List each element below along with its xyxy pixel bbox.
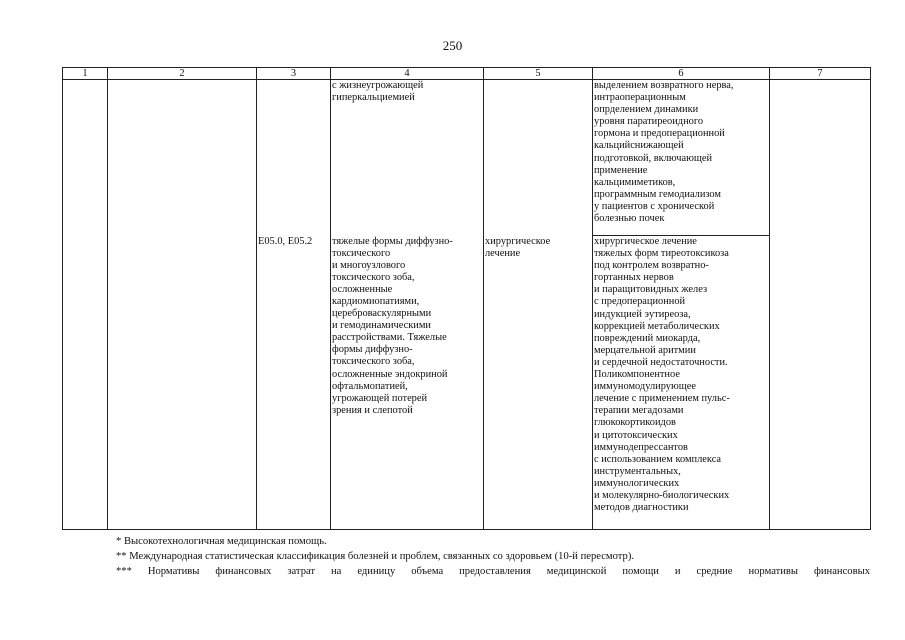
footnote-3: *** Нормативы финансовых затрат на единицу объема предоставления медицинской помощи и средние нормативы финансовых [116, 566, 870, 577]
cell-col4: тяжелые формы диффузно- токсического и многоузлового токсического зоба, осложненные кардиомиопатиями, цереброваскулярными и гемодинамическими расстройствами. Тяжелые формы диффузно- токсического зоба, осложненные эндокриной офтальмопатией, угрожающей потерей зрения и слепотой [331, 236, 484, 530]
footnote-1: * Высокотехнологичная медицинская помощь. [116, 536, 327, 547]
table-header-row [63, 68, 871, 80]
cell-col7 [770, 80, 871, 530]
cell-col1 [63, 80, 108, 530]
column-header-5: 5 [484, 68, 593, 80]
cell-col5 [484, 80, 593, 236]
column-header-2: 2 [108, 68, 257, 80]
cell-col3 [257, 80, 331, 236]
column-header-3: 3 [257, 68, 331, 80]
page-number: 250 [442, 38, 463, 53]
table-row [63, 80, 871, 236]
cell-col6: выделением возвратного нерва, интраоперационным опрделением динамики уровня паратиреоидного гормона и предоперационной кальцийснижающей подготовкой, включающей применение кальцимиметиков, программным гемодиализом у пациентов с хронической болезнью почек [593, 80, 770, 236]
footnotes [62, 534, 870, 579]
cell-col4: с жизнеугрожающей гиперкальциемией [331, 80, 484, 236]
column-header-6: 6 [593, 68, 770, 80]
medical-care-table [62, 67, 871, 530]
cell-col3: E05.0, E05.2 [257, 236, 331, 530]
cell-col5: хирургическое лечение [484, 236, 593, 530]
column-header-4: 4 [331, 68, 484, 80]
cell-col2 [108, 80, 257, 530]
column-header-7: 7 [770, 68, 871, 80]
footnote-2: ** Международная статистическая классификация болезней и проблем, связанных со здоровьем (10-й пересмотр). [116, 551, 635, 562]
column-header-1: 1 [63, 68, 108, 80]
cell-col6: хирургическое лечение тяжелых форм тиреотоксикоза под контролем возвратно- гортанных нервов и паращитовидных желез с предоперационной индукцией эутиреоза, коррекцией метаболических повреждений миокарда, мерцательной аритмии и сердечной недостаточности. Поликомпонентное иммуномодулирующее лечение с применением пульс- терапии мегадозами глюкокортикоидов и цитотоксических иммунодепрессантов с использованием комплекса инструментальных, иммунологических и молекулярно-биологических методов диагностики [593, 236, 770, 530]
